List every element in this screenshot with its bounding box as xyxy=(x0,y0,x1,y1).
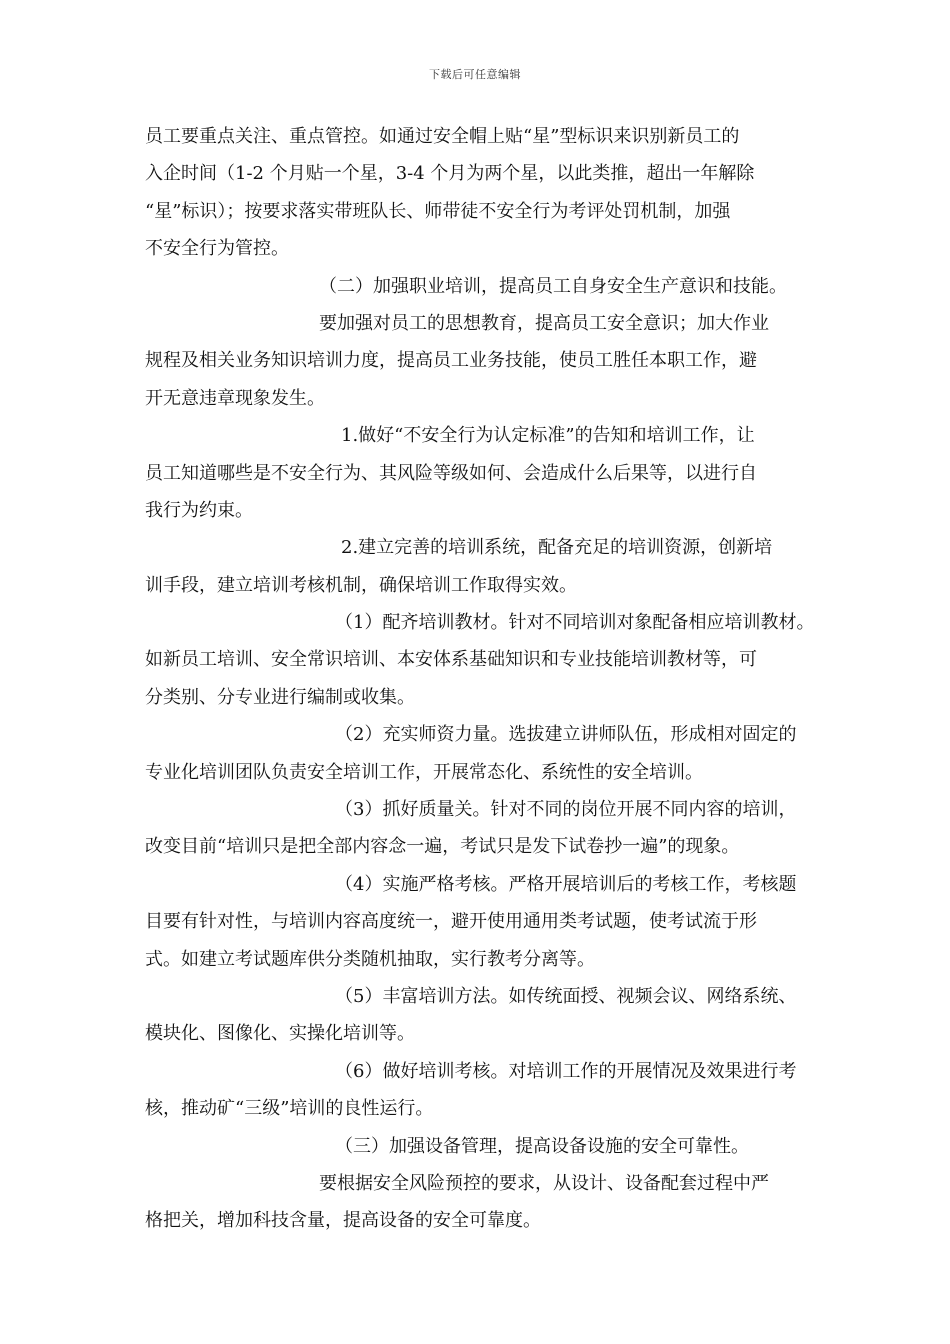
text-line: 2.建立完善的培训系统，配备充足的培训资源，创新培 xyxy=(341,537,773,559)
document-body xyxy=(145,118,815,1240)
text-line: 不安全行为管控。 xyxy=(145,238,289,260)
text-line: 改变目前“培训只是把全部内容念一遍，考试只是发下试卷抄一遍”的现象。 xyxy=(145,836,740,858)
text-line: 训手段，建立培训考核机制，确保培训工作取得实效。 xyxy=(145,574,577,596)
text-line: 核，推动矿“三级”培训的良性运行。 xyxy=(145,1098,434,1120)
text-line: “星”标识）；按要求落实带班队长、师带徒不安全行为考评处罚机制，加强 xyxy=(145,200,731,222)
text-line: （3）抓好质量关。针对不同的岗位开展不同内容的培训， xyxy=(335,799,797,821)
text-line: 专业化培训团队负责安全培训工作，开展常态化、系统性的安全培训。 xyxy=(145,761,703,783)
text-line: 要加强对员工的思想教育，提高员工安全意识；加大作业 xyxy=(319,312,769,334)
text-line: （2）充实师资力量。选拔建立讲师队伍，形成相对固定的 xyxy=(335,724,797,746)
text-line: 如新员工培训、安全常识培训、本安体系基础知识和专业技能培训教材等，可 xyxy=(145,649,757,671)
text-line: 要根据安全风险预控的要求，从设计、设备配套过程中严 xyxy=(319,1172,769,1194)
page-header: 下载后可任意编辑 xyxy=(429,68,521,81)
text-line: 式。如建立考试题库供分类随机抽取，实行教考分离等。 xyxy=(145,948,595,970)
text-line: （5）丰富培训方法。如传统面授、视频会议、网络系统、 xyxy=(335,985,797,1007)
text-line: 模块化、图像化、实操化培训等。 xyxy=(145,1023,415,1045)
text-line: （1）配齐培训教材。针对不同培训对象配备相应培训教材。 xyxy=(335,612,815,634)
text-line: 目要有针对性，与培训内容高度统一，避开使用通用类考试题，使考试流于形 xyxy=(145,911,757,933)
text-line: 分类别、分专业进行编制或收集。 xyxy=(145,686,415,708)
text-line: （4）实施严格考核。严格开展培训后的考核工作，考核题 xyxy=(335,873,797,895)
text-line: 规程及相关业务知识培训力度，提高员工业务技能，使员工胜任本职工作，避 xyxy=(145,350,757,372)
text-line: 开无意违章现象发生。 xyxy=(145,387,325,409)
text-line: 1.做好“不安全行为认定标准”的告知和培训工作，让 xyxy=(341,425,755,447)
text-line: 格把关，增加科技含量，提高设备的安全可靠度。 xyxy=(145,1210,541,1232)
text-line: （6）做好培训考核。对培训工作的开展情况及效果进行考 xyxy=(335,1060,797,1082)
text-line: 我行为约束。 xyxy=(145,499,253,521)
text-line: 员工要重点关注、重点管控。如通过安全帽上贴“星”型标识来识别新员工的 xyxy=(145,126,740,147)
section-heading: （三）加强设备管理，提高设备设施的安全可靠性。 xyxy=(335,1135,749,1157)
text-line: 入企时间（1-2 个月贴一个星，3-4 个月为两个星，以此类推，超出一年解除 xyxy=(145,163,755,185)
text-line: 员工知道哪些是不安全行为、其风险等级如何、会造成什么后果等，以进行自 xyxy=(145,462,757,484)
section-heading: （二）加强职业培训，提高员工自身安全生产意识和技能。 xyxy=(319,275,787,297)
